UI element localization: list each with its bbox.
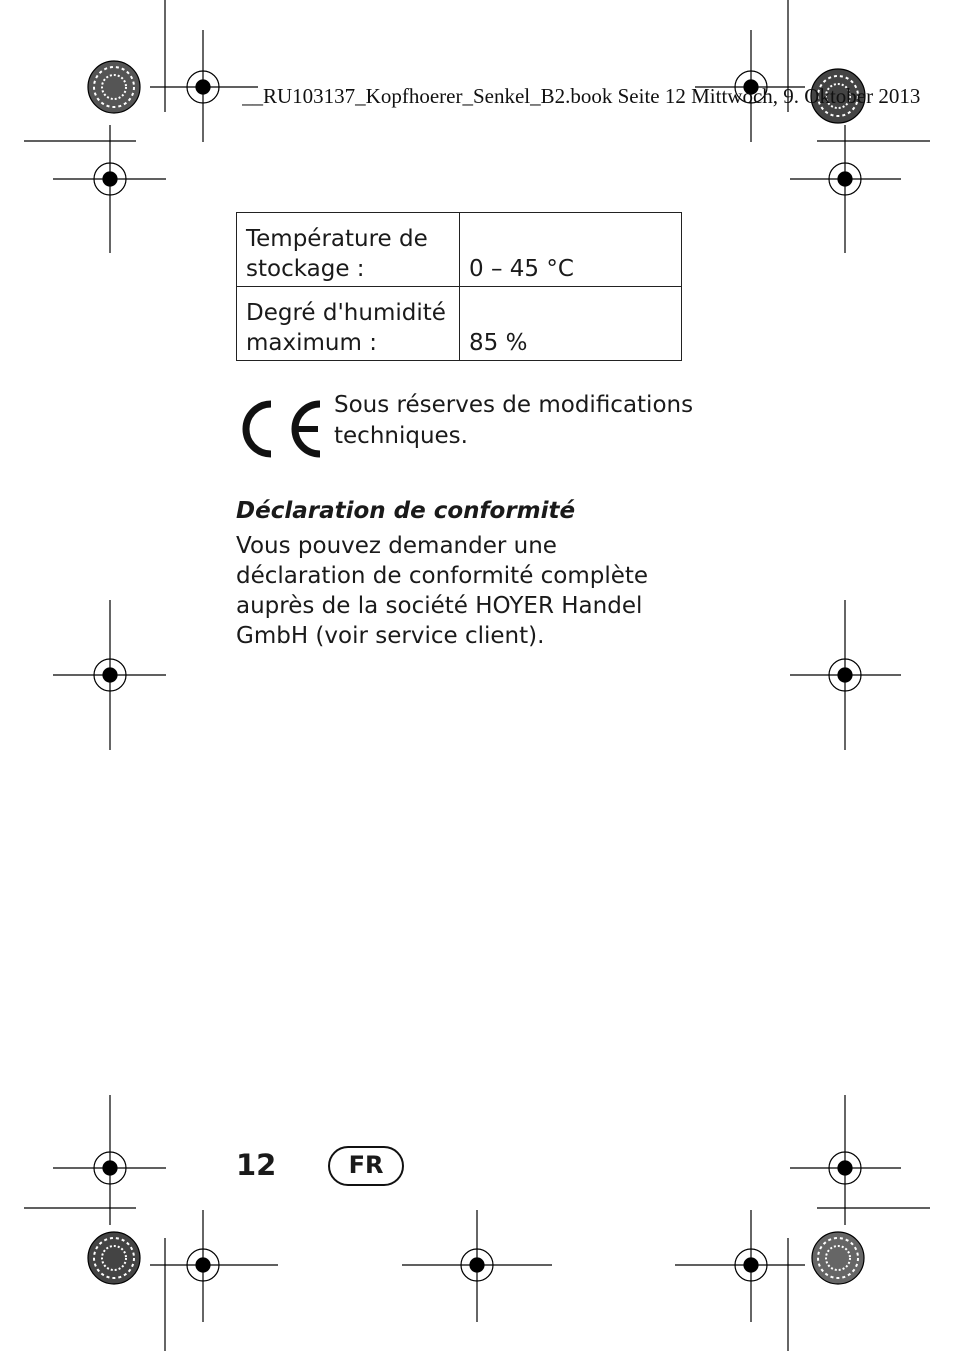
- registration-mark-icon: [790, 1095, 901, 1225]
- starburst-target-icon: [88, 1232, 140, 1284]
- spec-value: 0 – 45 °C: [460, 213, 682, 287]
- registration-mark-icon: [402, 1210, 552, 1322]
- spec-label: Degré d'humidité maximum :: [237, 287, 460, 361]
- starburst-target-icon: [88, 61, 140, 113]
- language-badge: FR: [328, 1146, 404, 1186]
- print-file-header: __RU103137_Kopfhoerer_Senkel_B2.book Seite 12 Mittwoch, 9. Oktober 2013: [242, 84, 921, 108]
- table-row: [237, 213, 682, 287]
- page-number: 12: [236, 1148, 277, 1182]
- registration-mark-icon: [150, 1210, 278, 1322]
- registration-mark-icon: [675, 1210, 805, 1322]
- conformity-title: Déclaration de conformité: [236, 498, 576, 524]
- spec-label: Température de stockage :: [237, 213, 460, 287]
- registration-mark-icon: [790, 600, 901, 750]
- starburst-target-icon: [812, 1232, 864, 1284]
- registration-mark-icon: [790, 125, 901, 253]
- registration-mark-icon: [53, 125, 166, 253]
- ce-mark-icon: [238, 398, 324, 460]
- registration-mark-icon: [53, 1095, 166, 1225]
- table-row: [237, 287, 682, 361]
- ce-notice-text: Sous réserves de modifications techniques.: [334, 392, 694, 449]
- conformity-body: Vous pouvez demander une déclaration de conformité complète auprès de la société HOYER Handel GmbH (voir service client).: [236, 533, 649, 649]
- spec-value: 85 %: [460, 287, 682, 361]
- specs-table: [236, 212, 682, 361]
- registration-mark-icon: [53, 600, 166, 750]
